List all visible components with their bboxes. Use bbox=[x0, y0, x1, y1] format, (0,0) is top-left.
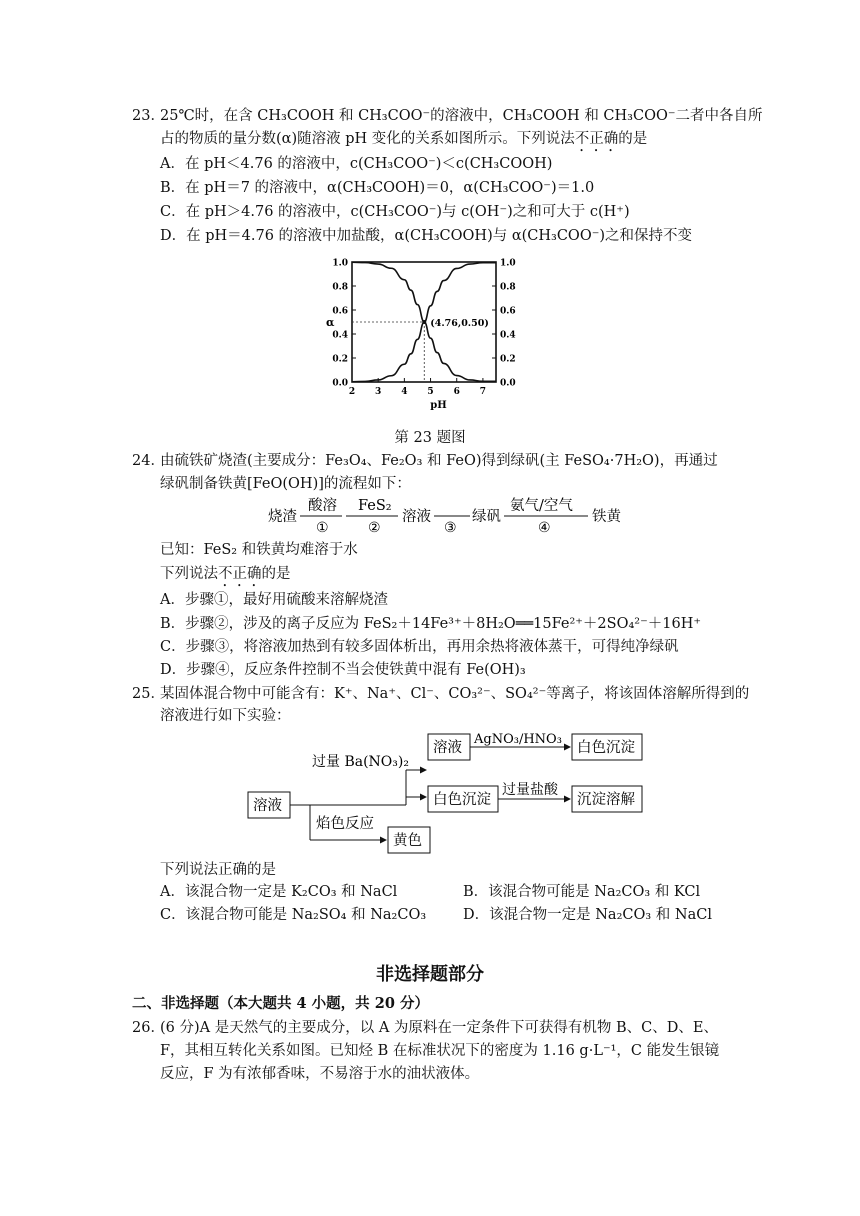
q24-flow-diagram bbox=[262, 494, 642, 538]
q24-stem-line2: 绿矾制备铁黄[FeO(OH)]的流程如下： bbox=[160, 476, 411, 492]
y-tick-label-left: 0.4 bbox=[332, 330, 348, 341]
alpha-ph-chart bbox=[318, 252, 528, 414]
y-tick-label-right: 0.4 bbox=[500, 330, 516, 341]
flow-step4-number: ④ bbox=[538, 520, 551, 536]
q24-option-a: A．步骤①，最好用硫酸来溶解烧渣 bbox=[160, 592, 388, 608]
svg-text:沉淀溶解: 沉淀溶解 bbox=[577, 792, 635, 808]
svg-text:白色沉淀: 白色沉淀 bbox=[577, 740, 635, 756]
q23-option-d: D．在 pH＝4.76 的溶液中加盐酸，α(CH₃COOH)与 α(CH₃COO⁻)之和保持不变 bbox=[160, 228, 693, 244]
y-tick-label-right: 0.2 bbox=[500, 354, 516, 365]
x-tick-label: 7 bbox=[479, 387, 487, 397]
svg-text:黄色: 黄色 bbox=[393, 833, 422, 849]
x-tick-label: 4 bbox=[401, 387, 408, 397]
q26-stem-line2: F，其相互转化关系如图。已知烃 B 在标准状况下的密度为 1.16 g·L⁻¹，C 能发生银镜 bbox=[160, 1043, 720, 1059]
flow-step1-reagent: 酸溶 bbox=[308, 498, 337, 514]
x-tick-label: 2 bbox=[348, 387, 356, 397]
q24-option-c: C．步骤③，将溶液加热到有较多固体析出，再用余热将液体蒸干，可得纯净绿矾 bbox=[160, 639, 679, 655]
q25-stem-line2: 溶液进行如下实验： bbox=[160, 708, 291, 724]
emphasis-not-correct: 不正确 bbox=[218, 566, 262, 582]
x-tick-label: 3 bbox=[375, 387, 382, 397]
svg-text:溶液: 溶液 bbox=[433, 740, 462, 756]
flow-start: 烧渣 bbox=[268, 509, 297, 525]
y-tick-label-left: 0.8 bbox=[332, 282, 348, 293]
y-tick-label-left: 1.0 bbox=[332, 258, 348, 269]
y-tick-label-right: 0.0 bbox=[500, 378, 516, 389]
flow-step2-number: ② bbox=[368, 520, 381, 536]
intersection-point bbox=[422, 320, 426, 324]
flow-step2-reagent: FeS₂ bbox=[358, 498, 392, 514]
flow-mid-green-vitriol: 绿矾 bbox=[472, 509, 501, 525]
q24-option-b: B．步骤②，涉及的离子反应为 FeS₂＋14Fe³⁺＋8H₂O══15Fe²⁺＋2SO₄²⁻＋16H⁺ bbox=[160, 616, 701, 632]
q25-option-a: A．该混合物一定是 K₂CO₃ 和 NaCl bbox=[160, 884, 398, 900]
q25-option-d: D．该混合物一定是 Na₂CO₃ 和 NaCl bbox=[463, 907, 712, 923]
reagent-ba-nitrate: 过量 Ba(NO₃)₂ bbox=[312, 754, 409, 770]
q25-option-b: B．该混合物可能是 Na₂CO₃ 和 KCl bbox=[463, 884, 701, 900]
flow-end: 铁黄 bbox=[592, 509, 621, 525]
section-title: 非选择题部分 bbox=[376, 964, 484, 985]
q26-stem-line1: (6 分)A 是天然气的主要成分，以 A 为原料在一定条件下可获得有机物 B、C、D、E、 bbox=[160, 1020, 718, 1036]
q24-known: 已知：FeS₂ 和铁黄均难溶于水 bbox=[160, 542, 358, 558]
q24-stem-line1: 由硫铁矿烧渣(主要成分：Fe₃O₄、Fe₂O₃ 和 FeO)得到绿矾(主 FeSO₄·7H₂O)，再通过 bbox=[160, 453, 718, 469]
y-axis-label: α bbox=[326, 316, 335, 329]
q24-number: 24． bbox=[132, 453, 165, 469]
x-tick-label: 5 bbox=[427, 387, 434, 397]
y-tick-label-right: 1.0 bbox=[500, 258, 516, 269]
reagent-excess-hcl: 过量盐酸 bbox=[502, 782, 558, 798]
flow-step3-number: ③ bbox=[444, 520, 457, 536]
svg-text:白色沉淀: 白色沉淀 bbox=[433, 792, 491, 808]
q25-ask: 下列说法正确的是 bbox=[160, 862, 276, 878]
q23-option-c: C．在 pH＞4.76 的溶液中，c(CH₃COO⁻)与 c(OH⁻)之和可大于 c(H⁺) bbox=[160, 204, 630, 220]
q25-number: 25． bbox=[132, 686, 165, 702]
x-tick-label: 6 bbox=[453, 387, 460, 397]
flow-mid-solution: 溶液 bbox=[402, 509, 431, 525]
y-tick-label-left: 0.6 bbox=[332, 306, 348, 317]
q25-option-c: C．该混合物可能是 Na₂SO₄ 和 Na₂CO₃ bbox=[160, 907, 427, 923]
y-tick-label-right: 0.6 bbox=[500, 306, 516, 317]
flame-test-label: 焰色反应 bbox=[316, 816, 374, 832]
q23-option-b: B．在 pH＝7 的溶液中，α(CH₃COOH)＝0，α(CH₃COO⁻)＝1.0 bbox=[160, 180, 595, 196]
y-tick-label-left: 0.2 bbox=[332, 354, 348, 365]
q23-number: 23． bbox=[132, 108, 165, 124]
q24-ask: 下列说法不正确的是 bbox=[160, 566, 291, 582]
q24-option-d: D．步骤④，反应条件控制不当会使铁黄中混有 Fe(OH)₃ bbox=[160, 662, 526, 678]
section-heading: 二、非选择题（本大题共 4 小题，共 20 分） bbox=[132, 995, 429, 1012]
q23-stem-line2: 占的物质的量分数(α)随溶液 pH 变化的关系如图所示。下列说法不正确的是 bbox=[160, 131, 648, 147]
q25-stem-line1: 某固体混合物中可能含有：K⁺、Na⁺、Cl⁻、CO₃²⁻、SO₄²⁻等离子，将该固体溶解所得到的 bbox=[160, 686, 750, 702]
reagent-silver-nitrate: AgNO₃/HNO₃ bbox=[474, 732, 562, 747]
y-tick-label-right: 0.8 bbox=[500, 282, 516, 293]
flow-step4-reagent: 氨气/空气 bbox=[510, 498, 573, 514]
q26-stem-line3: 反应，F 为有浓郁香味，不易溶于水的油状液体。 bbox=[160, 1066, 480, 1082]
q26-number: 26． bbox=[132, 1020, 165, 1036]
y-tick-label-left: 0.0 bbox=[332, 378, 348, 389]
flow-step1-number: ① bbox=[316, 520, 329, 536]
intersection-annotation: (4.76,0.50) bbox=[430, 318, 489, 329]
q23-stem-line1: 25℃时，在含 CH₃COOH 和 CH₃COO⁻的溶液中，CH₃COOH 和 CH₃COO⁻二者中各自所 bbox=[160, 108, 763, 124]
emphasis-not-correct: 不正确 bbox=[574, 131, 619, 147]
svg-text:溶液: 溶液 bbox=[253, 798, 282, 814]
q23-figure-caption: 第 23 题图 bbox=[394, 430, 466, 446]
x-axis-label: pH bbox=[430, 400, 447, 411]
q23-option-a: A．在 pH＜4.76 的溶液中，c(CH₃COO⁻)＜c(CH₃COOH) bbox=[160, 156, 553, 172]
q25-experiment-diagram bbox=[240, 728, 680, 856]
